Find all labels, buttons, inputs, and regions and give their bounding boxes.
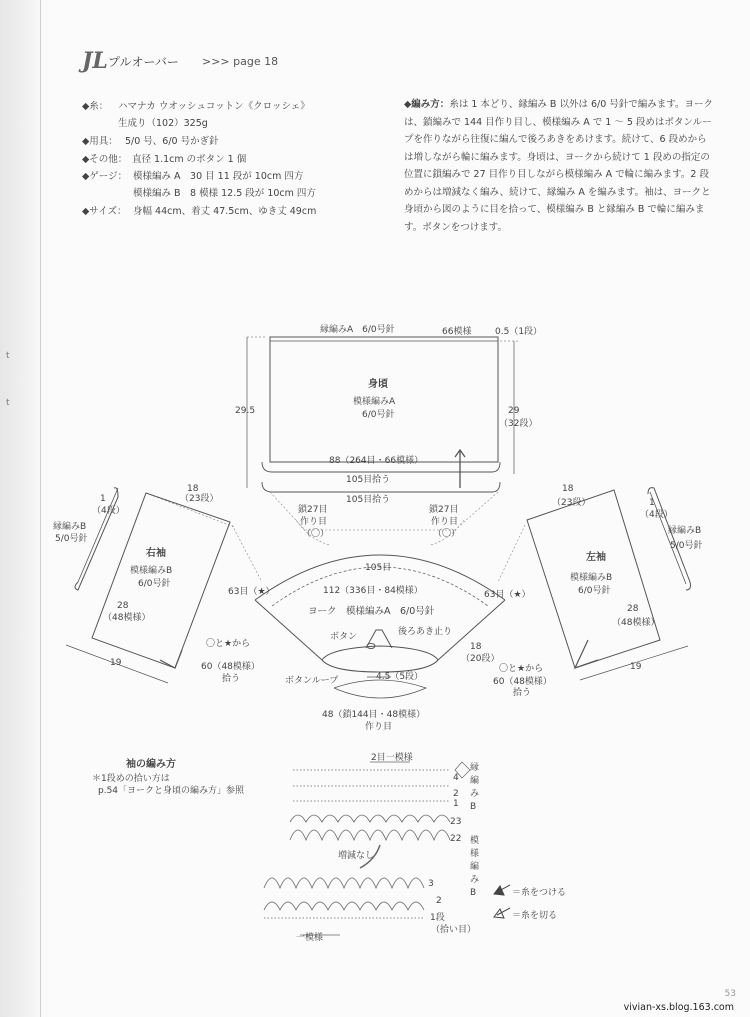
pickup-1: 105目拾う xyxy=(346,475,391,485)
ls-pick3: 拾う xyxy=(513,688,532,698)
ls-edge: 縁編みB xyxy=(668,526,702,536)
body-rows: （32段） xyxy=(499,419,538,429)
row-23: 23 xyxy=(450,817,462,827)
yoke-depth-rows: （20段） xyxy=(461,654,500,664)
pattern-mark: JL xyxy=(82,48,108,74)
repeat-top: 2目一模様 xyxy=(371,753,413,763)
yoke-top: 105目 xyxy=(365,563,392,573)
instructions-label: ◆編み方： xyxy=(404,99,450,110)
other-value: 直径 1.1cm のボタン 1 個 xyxy=(132,154,247,165)
body-edge-count: 66模様 xyxy=(442,327,472,337)
ls-pick2: 60（48模様） xyxy=(493,677,552,687)
ls-width: 19 xyxy=(630,662,642,672)
rs-len-rows: （48模様） xyxy=(103,613,151,623)
rs-top-rows: （23段） xyxy=(180,494,219,504)
chain-left-1: 鎖27目 xyxy=(298,505,328,515)
body-height: 29.5 xyxy=(235,406,256,416)
edge-b-2: 編 xyxy=(470,776,480,786)
row-22: 22 xyxy=(450,834,462,844)
gauge-line2: 模様編み B 8 模様 12.5 段が 10cm 四方 xyxy=(133,188,316,199)
page-number: 53 xyxy=(724,989,736,999)
rs-pattern: 模様編みB xyxy=(130,566,173,576)
yarn-label: ◆糸： xyxy=(82,101,109,112)
instructions-text: 糸は 1 本どり、縁編み B 以外は 6/0 号針で編みます。ヨークは、鎖編みで 144 目作り目し、模様編み A で 1 ～ 5 段めはボタンループを作りながら往復に編んで後ろあきをあけます。続けて、6 段めからは増しながら輪に編みます。身頃は、ヨークから続けて 1 段めの指定の位置に鎖編みで 27 目作り目しながら模様編み A で輪に編みます。2 段めからは増減なく編み、続けて、縁編み A を編みます。袖は、ヨークと身頃から図のように目を拾って、模様編み B と縁編み B で輪に編みます。ボタンをつけます。 xyxy=(404,99,714,233)
body-needle: 6/0号針 xyxy=(362,410,395,420)
yoke-name: ヨーク 模様編みA 6/0号針 xyxy=(308,606,435,617)
row-1-pick: 1段 xyxy=(430,913,445,923)
edge-b-1: 縁 xyxy=(470,763,480,773)
gauge-line1: 模様編み A 30 目 11 段が 10cm 四方 xyxy=(133,171,304,182)
yoke-button: ボタン xyxy=(330,632,358,642)
pattern-b-4: み xyxy=(470,875,480,885)
rs-pick2: 60（48模様） xyxy=(201,662,260,672)
yoke-base2: 作り目 xyxy=(365,722,393,732)
yoke-star-left: 63目（★） xyxy=(228,587,275,597)
tools-label: ◆用具： xyxy=(82,136,118,147)
row-4: 4 xyxy=(453,773,459,783)
watermark-url: vivian-xs.blog.163.com xyxy=(623,1002,734,1013)
body-edge-height: 0.5（1段） xyxy=(495,327,543,337)
yoke-mid: 112（336目・84模様） xyxy=(323,586,423,596)
row-3: 3 xyxy=(428,879,434,889)
size-label: ◆サイズ： xyxy=(82,206,127,217)
ls-pattern: 模様編みB xyxy=(570,573,613,583)
yoke-opening: 後ろあき止り xyxy=(398,627,453,637)
rs-pick3: 拾う xyxy=(222,674,241,684)
size-value: 身幅 44cm、着丈 47.5cm、ゆき丈 49cm xyxy=(133,206,317,217)
row-2: 2 xyxy=(453,789,459,799)
pattern-b-1: 模 xyxy=(470,836,480,846)
ls-top-rows: （23段） xyxy=(552,498,591,508)
yoke-depth: 18 xyxy=(470,642,482,652)
body-bottom: 88（264目・66模様） xyxy=(329,456,424,466)
ls-pick1: 〇と★から xyxy=(499,664,544,674)
method-title: 袖の編み方 xyxy=(126,759,176,770)
body-name: 身頃 xyxy=(368,379,388,390)
ls-len-rows: （48模様） xyxy=(612,618,660,628)
rs-name: 右袖 xyxy=(146,548,166,559)
chain-left-2: 作り目 xyxy=(300,517,328,527)
tools-value: 5/0 号、6/0 号かぎ針 xyxy=(125,136,219,147)
rs-edge-rows: （4段） xyxy=(92,506,125,516)
method-note1: ＊1段めの拾い方は xyxy=(92,774,170,784)
pattern-b-2: 様 xyxy=(470,849,480,859)
rs-needle: 6/0号針 xyxy=(138,579,171,589)
pattern-b-3: 編 xyxy=(470,862,480,872)
no-change: 増減なし xyxy=(338,851,375,861)
pattern-b-5: B xyxy=(470,888,477,898)
rs-width: 19 xyxy=(110,658,122,668)
yoke-loop: ボタンループ xyxy=(285,676,339,686)
body-rows-cm: 29 xyxy=(508,406,520,416)
stitch-chart xyxy=(264,762,470,935)
yoke-gap: 4.5（5段） xyxy=(376,672,424,682)
rs-len: 28 xyxy=(117,601,129,611)
ls-edge-rows: （4段） xyxy=(640,510,673,520)
legend-attach: ＝糸をつける xyxy=(512,888,567,898)
rs-edge: 縁編みB xyxy=(53,522,87,532)
chain-right-2: 作り目 xyxy=(431,517,459,527)
page-title: プルオーバー xyxy=(108,55,179,69)
pickup-2: 105目拾う xyxy=(346,495,391,505)
repeat-bottom: 一模様 xyxy=(296,933,324,943)
chain-left-3: （〇） xyxy=(302,529,330,539)
margin-mark: t xyxy=(6,398,10,408)
body-pattern: 模様編みA xyxy=(353,397,396,407)
other-label: ◆その他： xyxy=(82,154,128,165)
margin-mark: t xyxy=(6,351,10,361)
chain-right-1: 鎖27目 xyxy=(429,505,459,515)
edge-b-4: B xyxy=(470,802,477,812)
rs-edge-needle: 5/0号針 xyxy=(55,534,88,544)
yoke-base: 48（鎖144目・48模様） xyxy=(322,710,426,720)
legend-cut: ＝糸を切る xyxy=(512,911,558,921)
ls-edge-needle: 5/0号針 xyxy=(670,541,703,551)
chain-right-3: （〇） xyxy=(433,529,461,539)
yarn-line1: ハマナカ ウオッシュコットン《クロッシェ》 xyxy=(118,101,310,112)
rs-pick1: 〇と★から xyxy=(206,639,251,649)
row-1: 1 xyxy=(453,799,459,809)
row-2b: 2 xyxy=(436,896,442,906)
edge-b-3: み xyxy=(470,789,480,799)
row-1-sub: （拾い目） xyxy=(431,925,477,935)
rs-edge-cm: 1 xyxy=(100,494,106,504)
yoke-star-right: 63目（★） xyxy=(484,590,531,600)
gauge-label: ◆ゲージ： xyxy=(82,171,128,182)
page-reference: >>> page 18 xyxy=(202,55,279,68)
body-edge-label: 縁編みA 6/0号針 xyxy=(320,325,395,335)
ls-edge-cm: 1 xyxy=(649,498,655,508)
method-note2: p.54「ヨークと身頃の編み方」参照 xyxy=(98,786,245,796)
rs-top: 18 xyxy=(187,484,199,494)
ls-top: 18 xyxy=(562,484,574,494)
ls-needle: 6/0号針 xyxy=(578,586,611,596)
yarn-line2: 生成り（102）325g xyxy=(118,118,208,129)
ls-name: 左袖 xyxy=(586,552,606,563)
ls-len: 28 xyxy=(627,604,639,614)
